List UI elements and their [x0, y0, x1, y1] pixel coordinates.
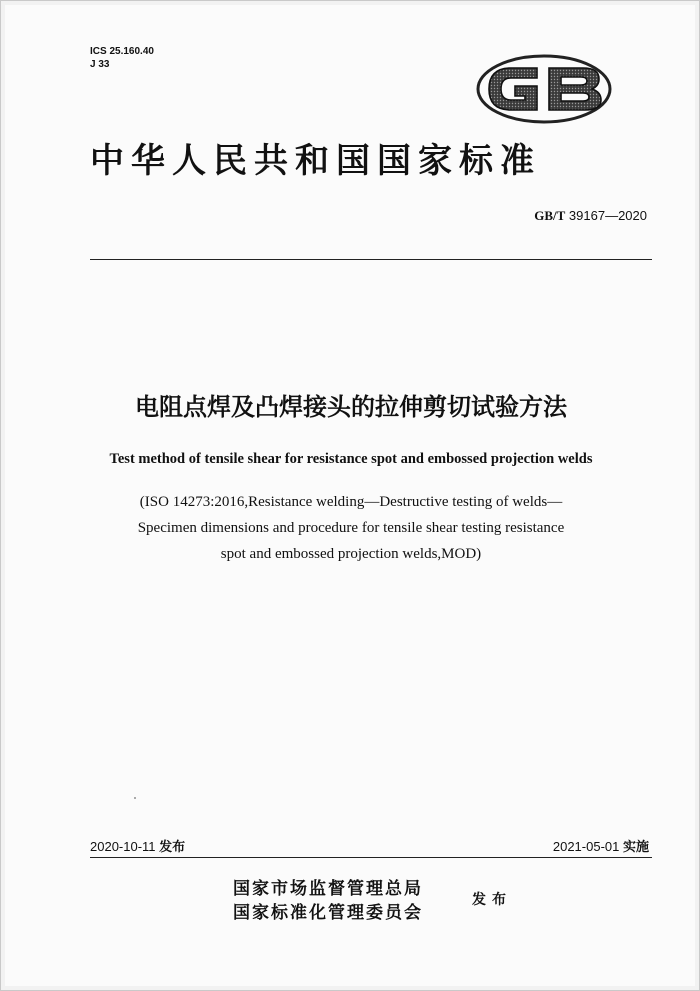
issuing-authorities	[233, 877, 423, 925]
scan-speck	[134, 797, 136, 799]
standard-number	[534, 208, 647, 224]
iso-reference	[1, 489, 700, 567]
implementation-date-label: 实施	[622, 840, 649, 855]
issuer-sac: 国家标准化管理委员会	[233, 903, 423, 923]
top-divider	[90, 259, 652, 260]
standard-prefix: GB/T	[534, 208, 566, 223]
classification-codes	[90, 45, 154, 71]
implementation-date	[553, 836, 649, 855]
iso-reference-line-3: spot and embossed projection welds,MOD)	[220, 546, 482, 562]
implementation-date-value: 2021-05-01	[552, 839, 620, 854]
ccs-code: J 33	[90, 59, 110, 70]
bottom-divider	[90, 857, 652, 858]
iso-reference-line-1: (ISO 14273:2016,Resistance welding—Destructive testing of welds—	[139, 494, 563, 510]
issue-date	[90, 836, 185, 855]
issuer-samr: 国家市场监督管理总局	[233, 879, 423, 899]
issue-date-value: 2020-10-11	[90, 839, 156, 854]
ics-code: ICS 25.160.40	[90, 46, 154, 57]
publish-label: 发布	[472, 892, 512, 908]
standard-type-heading: 中华人民共和国国家标准	[90, 141, 541, 181]
title-english: Test method of tensile shear for resistance spot and embossed projection welds	[109, 451, 593, 467]
title-chinese: 电阻点焊及凸焊接头的拉伸剪切试验方法	[135, 393, 567, 421]
issue-date-label: 发布	[159, 840, 186, 855]
standard-number-value: 39167—2020	[568, 208, 647, 223]
iso-reference-line-2: Specimen dimensions and procedure for tensile shear testing resistance	[137, 520, 565, 536]
gb-logo	[475, 54, 613, 124]
